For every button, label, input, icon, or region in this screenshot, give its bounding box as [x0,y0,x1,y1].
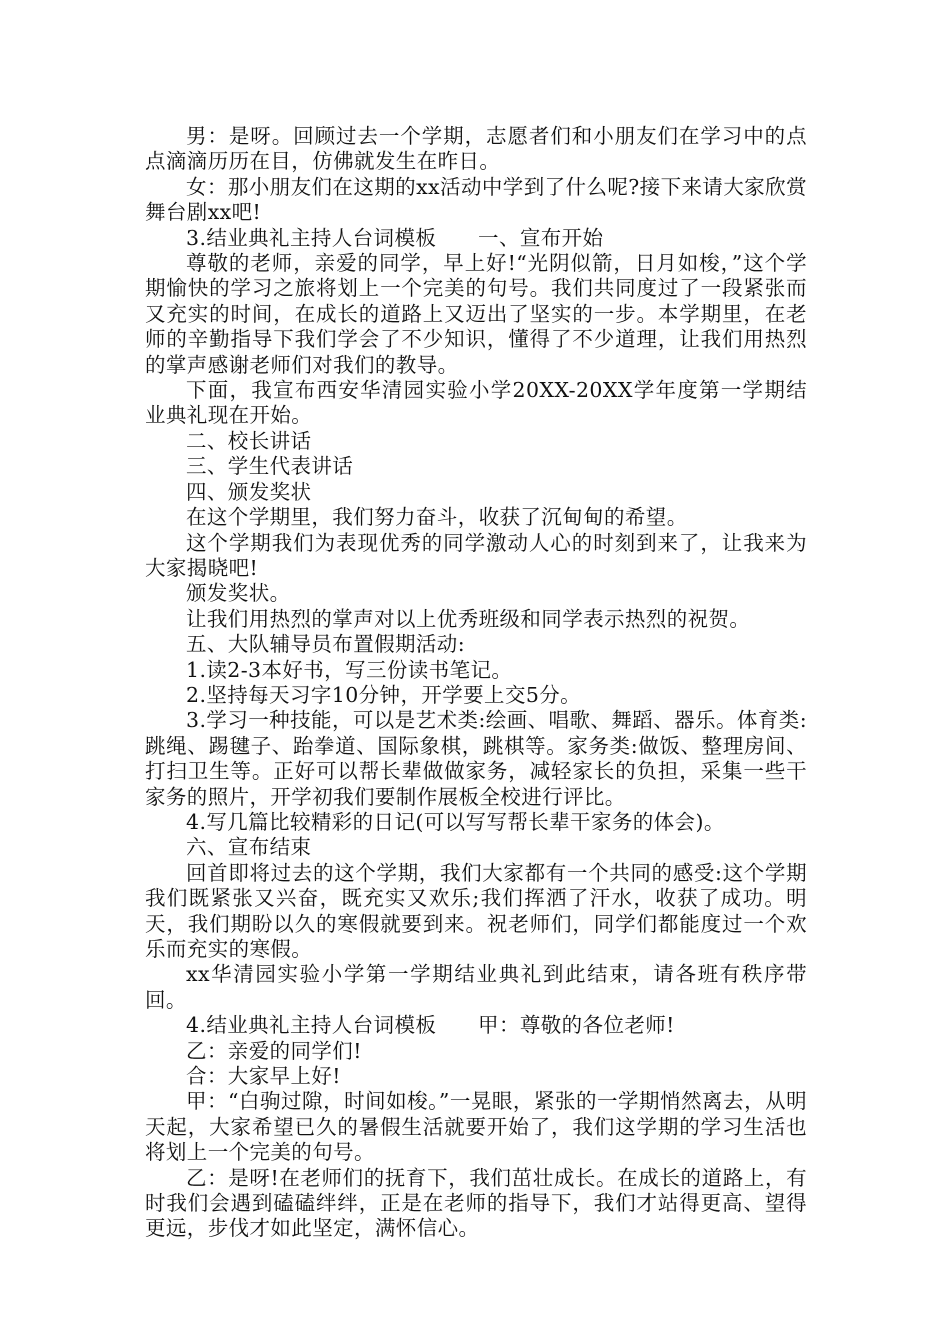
list-item: 3.学习一种技能，可以是艺术类:绘画、唱歌、舞蹈、器乐。体育类:跳绳、踢毽子、跆拳道、国际象棋，跳棋等。家务类:做饭、整理房间、打扫卫生等。正好可以帮长辈做做家务，减轻家长的负担，采集一些干家务的照片，开学初我们要制作展板全校进行评比。 [145,708,807,809]
list-item: 二、校长讲话 [186,428,312,453]
list-item: 4.写几篇比较精彩的日记(可以写写帮长辈干家务的体会)。 [186,809,725,834]
paragraph: 在这个学期里，我们努力奋斗，收获了沉甸甸的希望。 [186,505,688,530]
paragraph: xx华清园实验小学第一学期结业典礼到此结束，请各班有秩序带回。 [145,962,807,1012]
list-item: 三、学生代表讲话 [186,454,354,479]
document-body [145,124,807,1242]
paragraph: 让我们用热烈的掌声对以上优秀班级和同学表示热烈的祝贺。 [186,606,751,631]
list-item: 2.坚持每天习字10分钟，开学要上交5分。 [186,682,582,707]
paragraph: 下面，我宣布西安华清园实验小学20XX-20XX学年度第一学期结业典礼现在开始。 [145,378,807,428]
section-heading: 4.结业典礼主持人台词模板 甲：尊敬的各位老师! [186,1013,675,1038]
paragraph: 乙：是呀!在老师们的抚育下，我们茁壮成长。在成长的道路上，有时我们会遇到磕磕绊绊，正是在老师的指导下，我们才站得更高、望得更远，步伐才如此坚定，满怀信心。 [145,1165,807,1241]
paragraph: 乙：亲爱的同学们! [186,1038,362,1063]
list-item: 1.读2-3本好书，写三份读书笔记。 [186,657,513,682]
paragraph: 这个学期我们为表现优秀的同学激动人心的时刻到来了，让我来为大家揭晓吧! [145,530,807,580]
paragraph: 颁发奖状。 [186,581,291,606]
paragraph: 尊敬的老师，亲爱的同学，早上好!“光阴似箭，日月如梭，”这个学期愉快的学习之旅将划上一个完美的句号。我们共同度过了一段紧张而又充实的时间，在成长的道路上又迈出了坚实的一步。本学期里，在老师的辛勤指导下我们学会了不少知识，懂得了不少道理，让我们用热烈的掌声感谢老师们对我们的教导。 [145,251,807,377]
list-item: 六、宣布结束 [186,835,312,860]
paragraph: 男：是呀。回顾过去一个学期，志愿者们和小朋友们在学习中的点点滴滴历历在目，仿佛就发生在昨日。 [145,124,807,174]
paragraph: 回首即将过去的这个学期，我们大家都有一个共同的感受:这个学期我们既紧张又兴奋，既充实又欢乐;我们挥洒了汗水，收获了成功。明天，我们期盼以久的寒假就要到来。祝老师们，同学们都能度过一个欢乐而充实的寒假。 [145,860,807,961]
list-item: 四、颁发奖状 [186,479,312,504]
section-heading: 3.结业典礼主持人台词模板 一、宣布开始 [186,225,604,250]
paragraph: 合：大家早上好! [186,1064,341,1089]
paragraph: 女：那小朋友们在这期的xx活动中学到了什么呢?接下来请大家欣赏舞台剧xx吧! [145,174,807,225]
paragraph: 甲：“白驹过隙，时间如梭。”一晃眼，紧张的一学期悄然离去，从明天起，大家希望已久的暑假生活就要开始了，我们这学期的学习生活也将划上一个完美的句号。 [145,1089,807,1165]
list-item: 五、大队辅导员布置假期活动: [186,632,466,657]
